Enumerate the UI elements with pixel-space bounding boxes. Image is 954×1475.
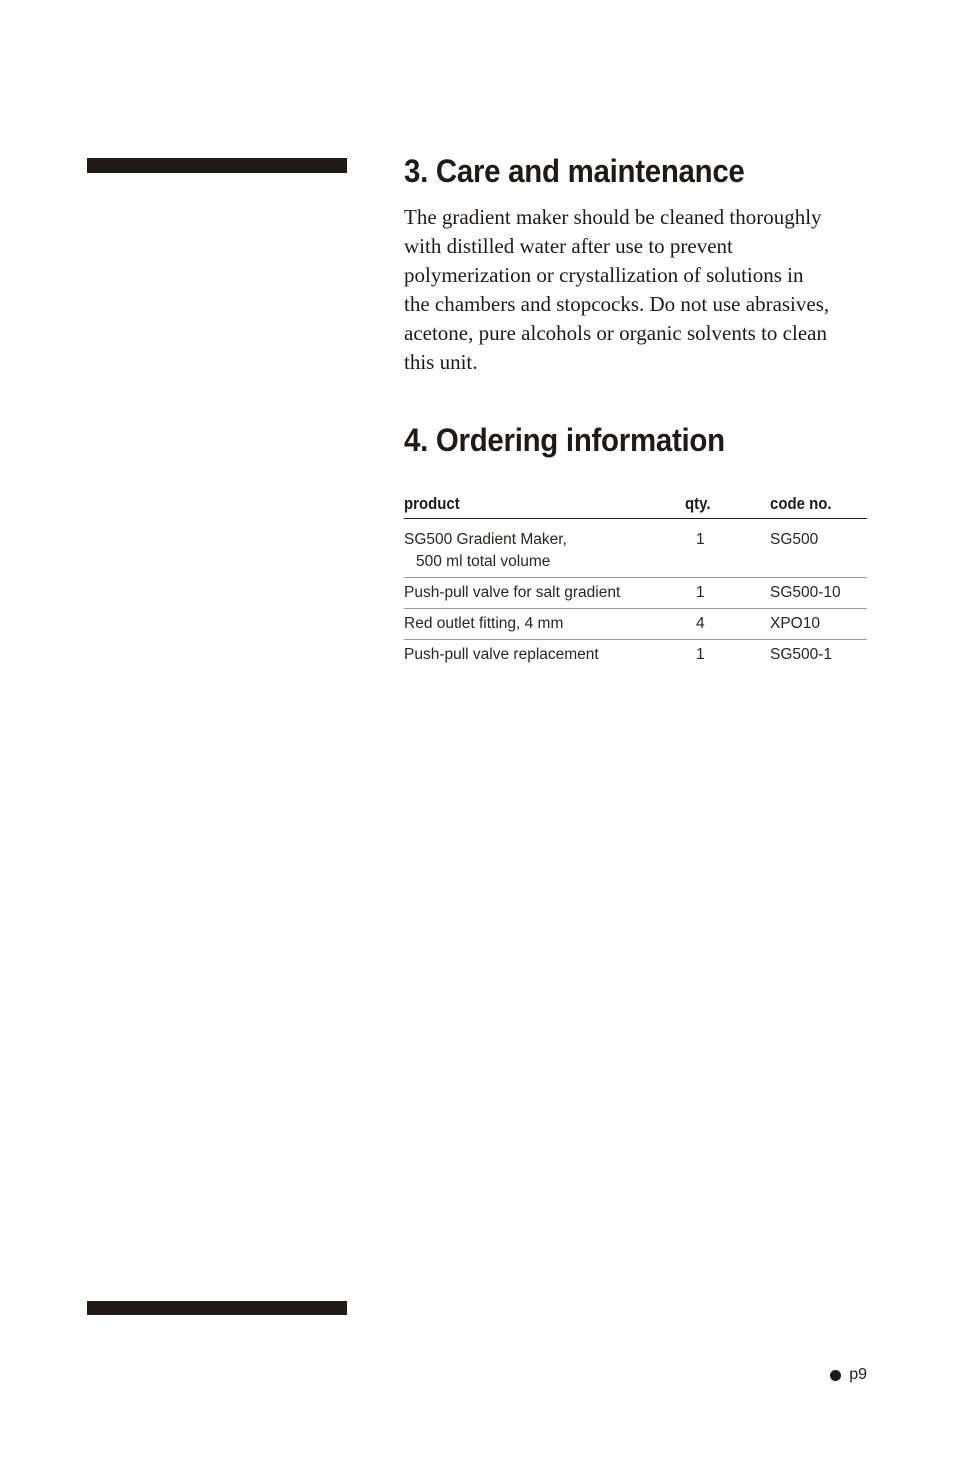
- row-qty: 1: [685, 577, 770, 608]
- row-product: Push-pull valve for salt gradient: [404, 577, 685, 608]
- row-qty: 1: [696, 645, 705, 663]
- table-row: [404, 608, 867, 639]
- decorative-rule-bottom: [87, 1301, 347, 1315]
- ordering-heading: 4. Ordering information: [404, 422, 725, 459]
- row-code: SG500: [770, 518, 867, 577]
- decorative-rule-top: [87, 158, 347, 173]
- bullet-icon: [830, 1370, 841, 1381]
- row-product: SG500 Gradient Maker, 500 ml total volume: [404, 518, 685, 577]
- ordering-table: [404, 494, 867, 670]
- header-product: product: [404, 494, 685, 519]
- care-paragraph: The gradient maker should be cleaned thoroughly with distilled water after use to prevent polymerization or crystallization of solutions in the chambers and stopcocks. Do not use abrasives, acetone, pure alcohols or organic solvents to clean this unit.: [404, 205, 830, 375]
- page-footer: [830, 1366, 867, 1384]
- row-product: Red outlet fitting, 4 mm: [404, 608, 685, 639]
- table-row: [404, 639, 867, 670]
- page-number: p9: [849, 1366, 867, 1383]
- table-header-row: [404, 494, 867, 519]
- row-code: XPO10: [770, 608, 867, 639]
- row-qty: 1: [685, 518, 770, 577]
- row-qty: 4: [685, 608, 770, 639]
- row-code: SG500-10: [770, 577, 867, 608]
- row-product: Push-pull valve replacement: [404, 645, 599, 663]
- header-code: code no.: [770, 494, 867, 519]
- main-content: [404, 150, 867, 670]
- row-code: SG500-1: [770, 645, 833, 663]
- header-qty: qty.: [685, 494, 770, 519]
- table-row: [404, 518, 867, 577]
- care-heading: 3. Care and maintenance: [404, 153, 745, 189]
- table-row: [404, 577, 867, 608]
